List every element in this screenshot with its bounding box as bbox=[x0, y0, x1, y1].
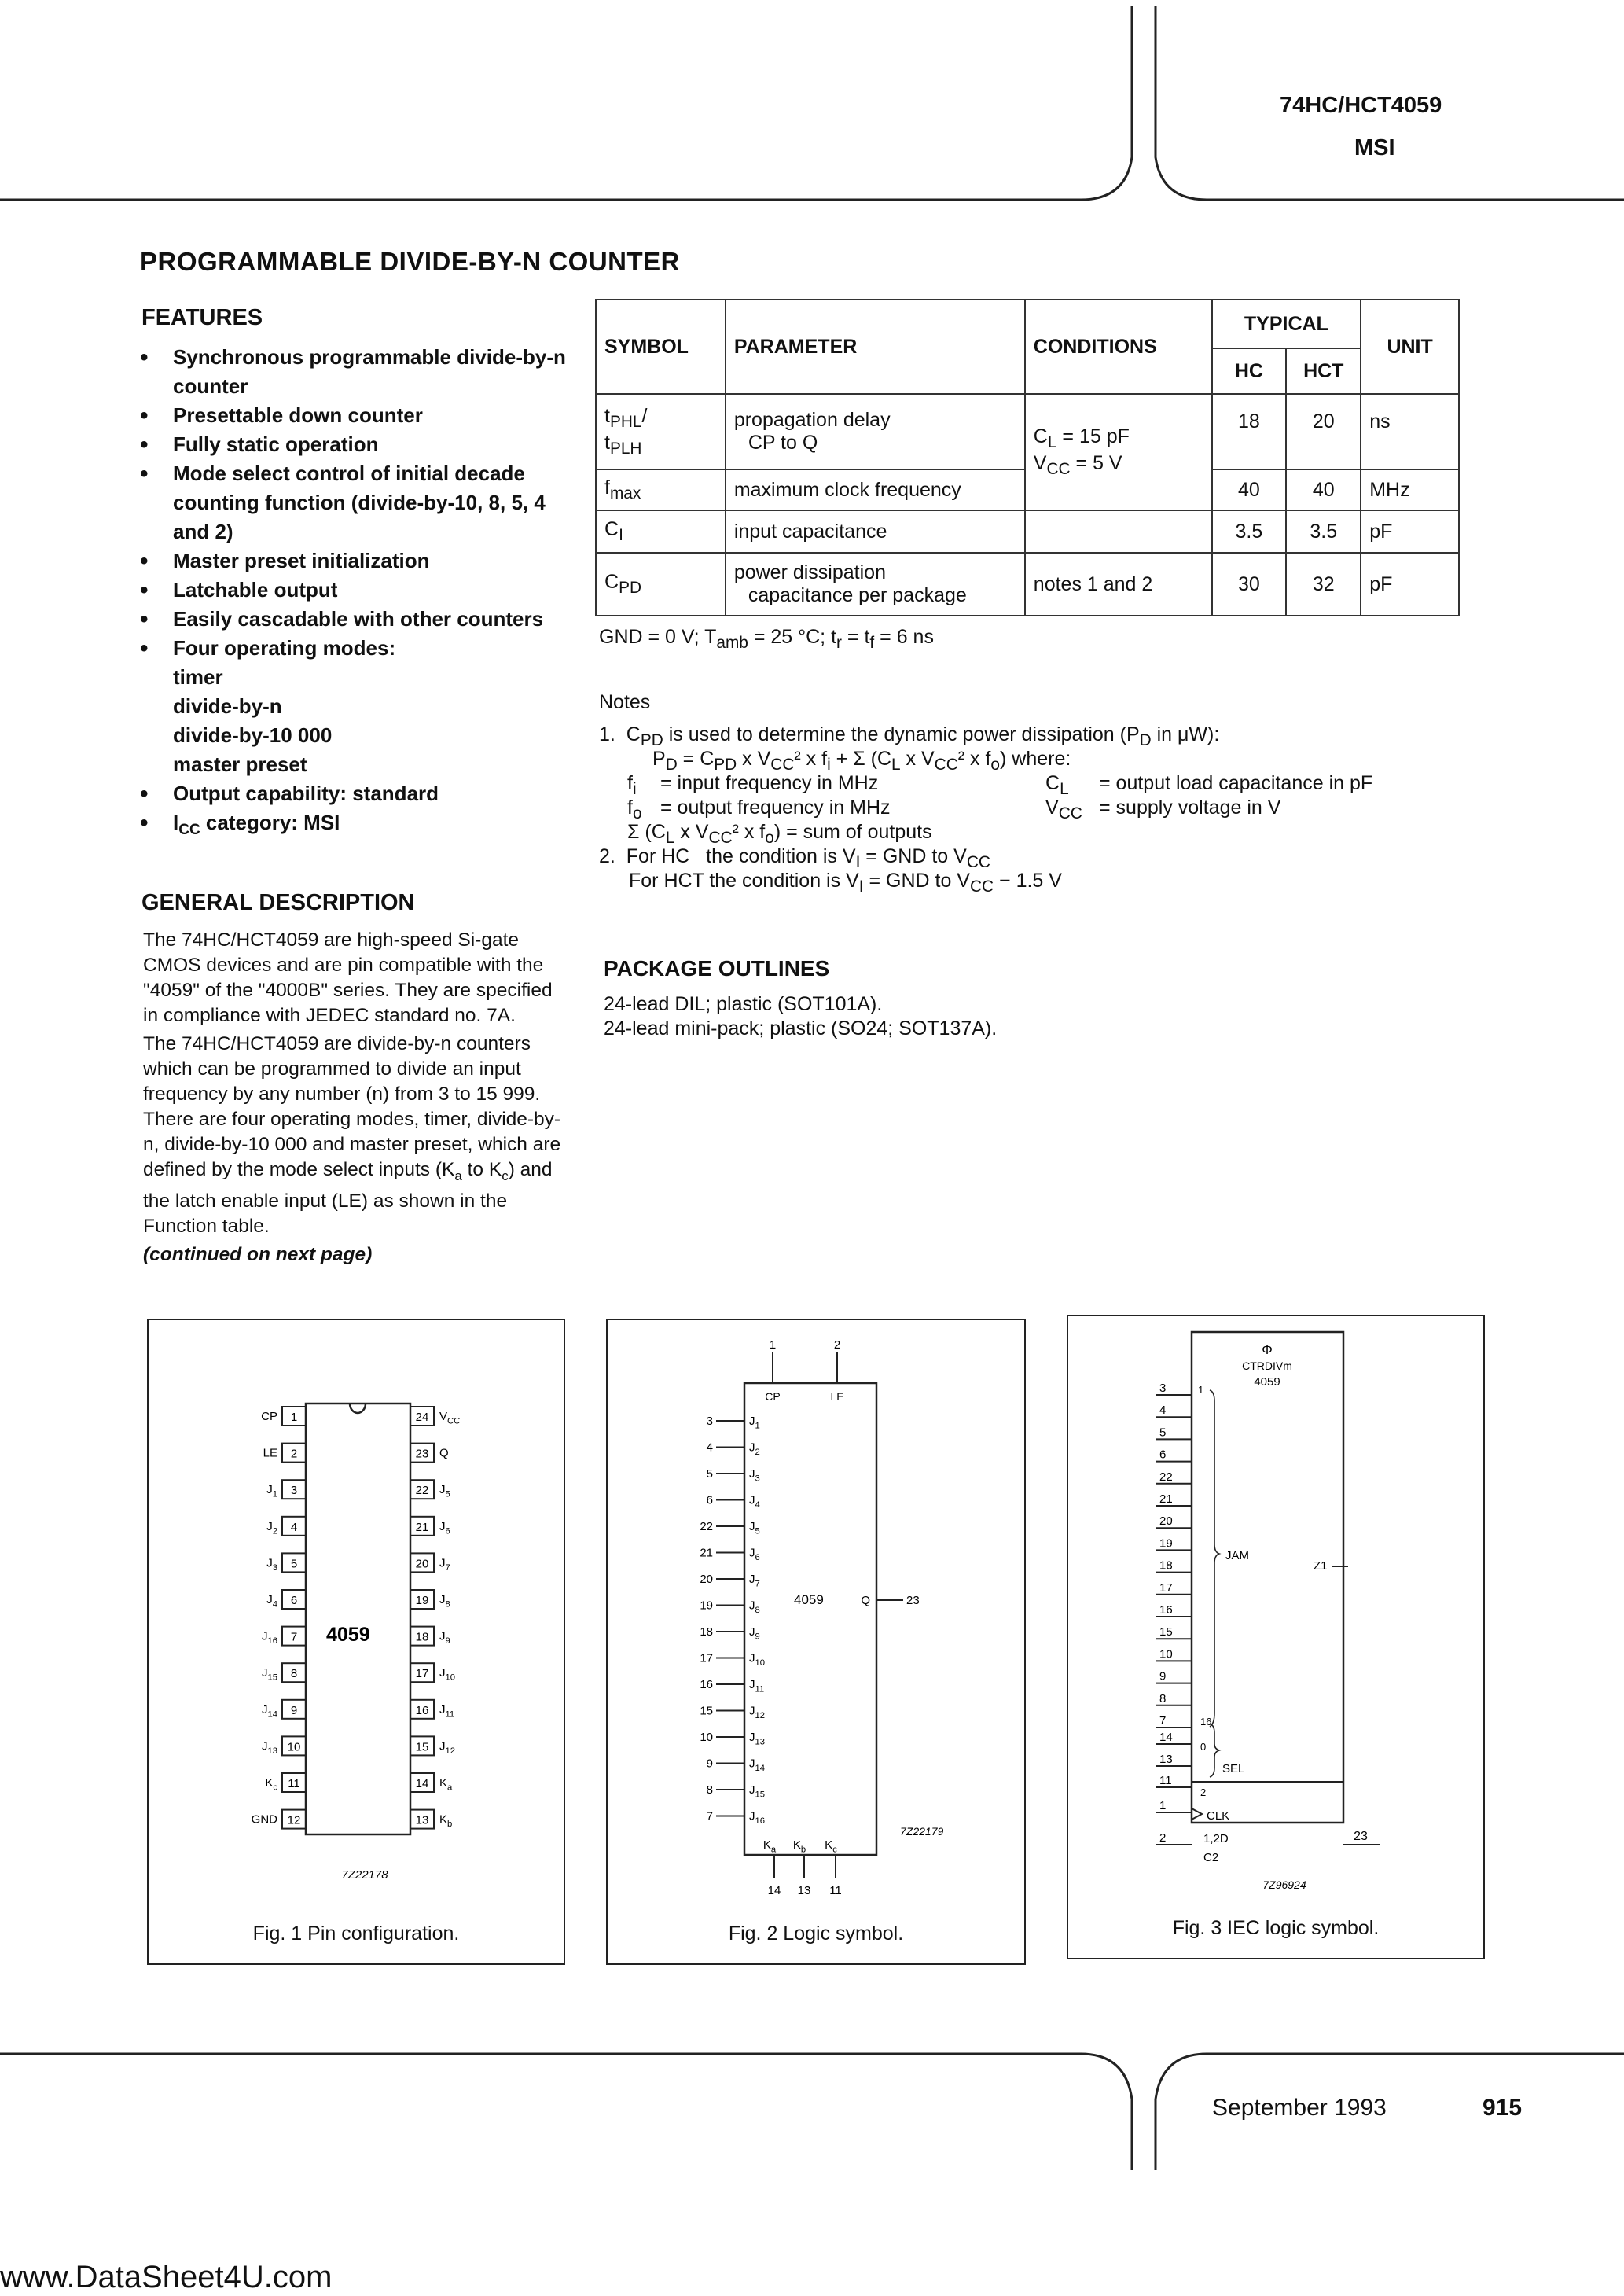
pin-number: 19 bbox=[700, 1599, 713, 1613]
pin-number: 24 bbox=[415, 1411, 429, 1424]
mode-item: timer bbox=[173, 665, 223, 689]
pin-number: 9 bbox=[290, 1703, 298, 1717]
pin-number: 20 bbox=[1159, 1514, 1173, 1529]
description-para-1: The 74HC/HCT4059 are high-speed Si-gate CMOS devices and are pin compatible with the "4059" of the "4000B" series. They are specified in compliance with JEDEC standard no. 7A. bbox=[143, 929, 553, 1026]
part-number: 74HC/HCT4059 bbox=[1280, 93, 1442, 118]
pin-number: 13 bbox=[415, 1813, 429, 1827]
watermark: www.DataSheet4U.com bbox=[0, 2260, 333, 2294]
pin-name: LE bbox=[263, 1446, 277, 1460]
pin-number: 5 bbox=[706, 1467, 713, 1481]
notes-heading: Notes bbox=[599, 691, 651, 713]
pin-number: 16 bbox=[415, 1703, 429, 1717]
index-label: 1 bbox=[1198, 1384, 1204, 1396]
chip-label: 4059 bbox=[794, 1592, 824, 1607]
notes bbox=[599, 690, 1479, 896]
pin-number: 14 bbox=[415, 1777, 429, 1790]
symbol-cell: $C_{PD}$ bbox=[596, 553, 726, 616]
header-conditions: CONDITIONS bbox=[1025, 300, 1212, 394]
feature-item: • Latchable output bbox=[140, 576, 580, 605]
pin-number: 11 bbox=[1159, 1774, 1172, 1787]
package-line: 24-lead DIL; plastic (SOT101A). bbox=[604, 993, 883, 1015]
pin-number: 1 bbox=[1159, 1799, 1167, 1812]
pin-number: 22 bbox=[700, 1520, 713, 1533]
package-heading: PACKAGE OUTLINES bbox=[604, 956, 830, 981]
fig2-frame bbox=[606, 1319, 1026, 1965]
fig1-caption: Fig. 1 Pin configuration. bbox=[252, 1923, 460, 1945]
pin-number: 3 bbox=[290, 1484, 298, 1498]
feature-item: • Synchronous programmable divide-by-n counter bbox=[140, 343, 580, 401]
pin-number: 8 bbox=[290, 1667, 298, 1681]
fig2-caption: Fig. 2 Logic symbol. bbox=[728, 1923, 904, 1945]
unit-cell: MHz bbox=[1361, 469, 1459, 510]
c2-label: C2 bbox=[1203, 1851, 1219, 1864]
pin-number: 8 bbox=[706, 1783, 713, 1797]
pin-name: $J_6$ bbox=[749, 1546, 760, 1562]
mode-item: divide-by-n bbox=[173, 694, 282, 718]
pin-name: $J_{15}$ bbox=[749, 1783, 766, 1800]
conditions-cell bbox=[1025, 510, 1212, 553]
header-symbol: SYMBOL bbox=[596, 300, 726, 394]
note-sum: Σ ($C_L$ x $V_{CC}^2$ x $f_o$) = sum of outputs bbox=[627, 821, 932, 847]
hc-cell: 3.5 bbox=[1212, 510, 1287, 553]
ctr-number: 4059 bbox=[1254, 1375, 1280, 1389]
table-footnote: GND = 0 V; $T_{amb} = 25$ °C; $t_r = t_f = 6$ ns bbox=[599, 626, 934, 652]
header-hc: HC bbox=[1212, 348, 1287, 394]
pin-number: 16 bbox=[1159, 1603, 1173, 1617]
pin-number: 6 bbox=[290, 1594, 298, 1607]
pin-number: 17 bbox=[700, 1651, 713, 1665]
note-1: 1. $C_{PD}$ is used to determine the dynamic power dissipation ($P_D$ in μW): bbox=[599, 723, 1220, 749]
pin-name: $J_9$ bbox=[749, 1625, 760, 1642]
pin-name: $K_b$ bbox=[439, 1812, 453, 1830]
pin-number: 23 bbox=[415, 1447, 429, 1461]
pin-number: 18 bbox=[1159, 1558, 1173, 1573]
pin-name: $J_7$ bbox=[749, 1573, 760, 1589]
continued-note: (continued on next page) bbox=[143, 1243, 373, 1265]
page-title: PROGRAMMABLE DIVIDE-BY-N COUNTER bbox=[140, 247, 681, 276]
pin-number: 6 bbox=[706, 1493, 713, 1507]
pin-name: $J_5$ bbox=[439, 1483, 450, 1499]
description-para-2: The 74HC/HCT4059 are divide-by-n counters which can be programmed to divide an input frequency by any number (n) from 3 to 15 999. There are four operating modes, timer, divide-by-n, divide-by-10 000 and master preset, which are defined by the mode select inputs ($K_a$ to $K_c$) and the latch enable input (LE) as shown in the Function table. bbox=[143, 1033, 561, 1237]
pin-name: $K_a$ bbox=[762, 1838, 777, 1855]
pin-name: $J_{14}$ bbox=[261, 1702, 277, 1720]
pin-number: 11 bbox=[829, 1884, 842, 1897]
feature-item: • Master preset initialization bbox=[140, 546, 580, 576]
feature-item: • Fully static operation bbox=[140, 430, 580, 459]
pin-number: 10 bbox=[700, 1731, 713, 1744]
note-2b: For HCT the condition is $V_I$ = GND to $V_{CC} - 1.5$ V bbox=[629, 870, 1062, 896]
pin-name: $K_b$ bbox=[792, 1838, 806, 1855]
pin-number: 13 bbox=[1159, 1753, 1173, 1766]
feature-item: • Four operating modes: bbox=[140, 634, 580, 663]
hct-cell: 32 bbox=[1286, 553, 1361, 616]
index-label: 2 bbox=[1200, 1786, 1207, 1798]
package-line: 24-lead mini-pack; plastic (SO24; SOT137A). bbox=[604, 1017, 998, 1039]
table-row bbox=[596, 394, 1459, 469]
pin-number: 10 bbox=[1159, 1647, 1173, 1661]
fig1-frame bbox=[147, 1319, 565, 1965]
feature-item: • Easily cascadable with other counters bbox=[140, 605, 580, 634]
pin-name: $J_{10}$ bbox=[439, 1666, 456, 1683]
footer-date: September 1993 bbox=[1212, 2095, 1387, 2121]
pin-name: $J_3$ bbox=[266, 1556, 277, 1573]
note-def-row: $f_i$ = input frequency in MHz $C_L$ = output load capacitance in pF bbox=[627, 772, 1373, 798]
pin-number: 16 bbox=[700, 1678, 713, 1691]
pin-number: 2 bbox=[833, 1338, 841, 1352]
pin-name: $J_2$ bbox=[266, 1519, 277, 1536]
pin-name: $J_{14}$ bbox=[749, 1757, 766, 1773]
pin-number: 22 bbox=[415, 1484, 429, 1498]
unit-cell: ns bbox=[1361, 394, 1459, 469]
pin-name: $J_{16}$ bbox=[261, 1629, 277, 1647]
features-list bbox=[140, 343, 580, 844]
pin-name: $J_7$ bbox=[439, 1556, 450, 1573]
pin-name: $J_9$ bbox=[439, 1629, 450, 1647]
feature-item: • $I_{CC}$ category: MSI bbox=[140, 808, 580, 844]
unit-cell: pF bbox=[1361, 553, 1459, 616]
pin-number: 9 bbox=[706, 1757, 713, 1771]
pin-name: LE bbox=[830, 1390, 844, 1403]
family-label: MSI bbox=[1354, 135, 1395, 160]
pin-number: 1 bbox=[769, 1338, 777, 1352]
pin-name: CP bbox=[765, 1390, 781, 1403]
pin-name: Q bbox=[861, 1594, 870, 1607]
pin-name: $J_1$ bbox=[266, 1483, 277, 1499]
sel-label: SEL bbox=[1222, 1762, 1245, 1775]
pin-number: 5 bbox=[290, 1557, 298, 1571]
features-heading: FEATURES bbox=[141, 305, 263, 330]
pin-number: 3 bbox=[1159, 1382, 1167, 1395]
index-label: 16 bbox=[1200, 1716, 1212, 1728]
pin-name: $J_{16}$ bbox=[749, 1809, 766, 1826]
pin-name: $J_5$ bbox=[749, 1520, 760, 1536]
pin-name: $J_4$ bbox=[266, 1593, 277, 1610]
note-2: 2. For HC the condition is $V_I$ = GND to $V_{CC}$ bbox=[599, 845, 990, 871]
pin-number: 7 bbox=[1159, 1714, 1167, 1728]
pin-number: 6 bbox=[1159, 1448, 1167, 1462]
spec-table bbox=[595, 299, 1460, 616]
pin-name: $K_a$ bbox=[439, 1776, 453, 1793]
pin-number: 17 bbox=[415, 1667, 429, 1681]
note-def-row: $f_o$ = output frequency in MHz $V_{CC}$ = supply voltage in V bbox=[627, 797, 1281, 822]
pin-number: 20 bbox=[700, 1573, 713, 1586]
parameter-cell: maximum clock frequency bbox=[726, 469, 1025, 510]
symbol-cell: $t_{PHL}/$ $t_{PLH}$ bbox=[596, 394, 726, 469]
pin-number: 19 bbox=[415, 1594, 429, 1607]
pin-number: 23 bbox=[906, 1594, 920, 1607]
conditions-cell: notes 1 and 2 bbox=[1025, 553, 1212, 616]
pin-name: $J_{13}$ bbox=[261, 1739, 277, 1756]
parameter-cell: power dissipation capacitance per package bbox=[726, 553, 1025, 616]
hct-cell: 3.5 bbox=[1286, 510, 1361, 553]
phi-symbol: Φ bbox=[1262, 1342, 1273, 1357]
pin-name: $J_{12}$ bbox=[749, 1704, 766, 1720]
jam-label: JAM bbox=[1225, 1549, 1249, 1562]
hct-cell: 40 bbox=[1286, 469, 1361, 510]
pin-name: $J_{12}$ bbox=[439, 1739, 456, 1756]
hc-cell: 18 bbox=[1212, 394, 1287, 469]
pin-number: 14 bbox=[767, 1884, 781, 1897]
pin-number: 20 bbox=[415, 1557, 429, 1571]
pin-name: GND bbox=[251, 1812, 277, 1827]
pin-name: $J_{15}$ bbox=[261, 1666, 277, 1683]
pin-number: 2 bbox=[1159, 1831, 1167, 1845]
page-number: 915 bbox=[1483, 2095, 1523, 2121]
general-description bbox=[143, 928, 564, 1271]
pin-number: 2 bbox=[290, 1447, 298, 1461]
fig3-caption: Fig. 3 IEC logic symbol. bbox=[1172, 1917, 1380, 1939]
parameter-cell: propagation delay CP to Q bbox=[726, 394, 1025, 469]
pin-name: $J_2$ bbox=[749, 1441, 760, 1457]
pin-name: $J_{11}$ bbox=[749, 1678, 765, 1694]
fig3-frame bbox=[1067, 1315, 1485, 1959]
pin-configuration-diagram bbox=[149, 1320, 564, 1918]
pin-number: 15 bbox=[1159, 1625, 1173, 1639]
clk-label: CLK bbox=[1207, 1809, 1230, 1823]
pin-number: 17 bbox=[1159, 1580, 1173, 1595]
pin-name: $J_{11}$ bbox=[439, 1702, 455, 1720]
table-row bbox=[596, 510, 1459, 553]
out-label: 1,2D bbox=[1203, 1832, 1229, 1845]
pin-name: $J_6$ bbox=[439, 1519, 450, 1536]
pin-name: $J_3$ bbox=[749, 1467, 760, 1484]
logic-symbol-diagram bbox=[608, 1320, 1024, 1918]
table-row bbox=[596, 553, 1459, 616]
iec-logic-symbol-diagram bbox=[1068, 1316, 1483, 1914]
pin-number: 4 bbox=[290, 1520, 298, 1534]
pin-number: 7 bbox=[290, 1630, 298, 1644]
mode-item: divide-by-10 000 bbox=[173, 723, 333, 747]
pin-number: 13 bbox=[797, 1884, 811, 1897]
out-pin-number: 23 bbox=[1354, 1830, 1368, 1843]
package-outlines bbox=[604, 992, 997, 1041]
pin-name: Q bbox=[439, 1446, 449, 1460]
mode-item: master preset bbox=[173, 752, 307, 776]
pin-number: 21 bbox=[1159, 1492, 1173, 1506]
pin-number: 18 bbox=[415, 1630, 429, 1644]
pin-number: 9 bbox=[1159, 1669, 1167, 1683]
pin-number: 18 bbox=[700, 1625, 713, 1639]
pin-number: 22 bbox=[1159, 1470, 1173, 1484]
z1-label: Z1 bbox=[1314, 1559, 1328, 1573]
header-parameter: PARAMETER bbox=[726, 300, 1025, 394]
pin-number: 12 bbox=[287, 1813, 301, 1827]
index-label: 0 bbox=[1200, 1741, 1207, 1753]
figure-code: 7Z96924 bbox=[1262, 1878, 1306, 1891]
pin-name: CP bbox=[261, 1410, 277, 1423]
pin-number: 15 bbox=[415, 1740, 429, 1754]
pin-name: $J_4$ bbox=[749, 1493, 760, 1510]
pin-number: 4 bbox=[1159, 1404, 1167, 1418]
pin-name: $J_8$ bbox=[439, 1593, 450, 1610]
pin-name: $K_c$ bbox=[825, 1838, 837, 1855]
feature-item: • Presettable down counter bbox=[140, 401, 580, 430]
hc-cell: 30 bbox=[1212, 553, 1287, 616]
pin-number: 8 bbox=[1159, 1691, 1167, 1705]
hct-cell: 20 bbox=[1286, 394, 1361, 469]
parameter-cell: input capacitance bbox=[726, 510, 1025, 553]
header-hct: HCT bbox=[1286, 348, 1361, 394]
pin-name: $K_c$ bbox=[265, 1776, 277, 1793]
hc-cell: 40 bbox=[1212, 469, 1287, 510]
header-typical: TYPICAL bbox=[1212, 300, 1361, 348]
feature-item: • Mode select control of initial decade counting function (divide-by-10, 8, 5, 4 and 2) bbox=[140, 459, 580, 546]
pin-name: $J_{13}$ bbox=[749, 1731, 766, 1747]
pin-number: 3 bbox=[706, 1415, 713, 1428]
pin-number: 5 bbox=[1159, 1426, 1167, 1440]
conditions-cell: $C_L = 15$ pF $V_{CC} = 5$ V bbox=[1025, 394, 1212, 510]
pin-number: 7 bbox=[706, 1809, 713, 1823]
pin-number: 15 bbox=[700, 1704, 713, 1718]
figure-code: 7Z22179 bbox=[900, 1825, 944, 1838]
pin-name: $J_{10}$ bbox=[749, 1651, 766, 1668]
chip-label: 4059 bbox=[326, 1624, 370, 1646]
general-description-heading: GENERAL DESCRIPTION bbox=[141, 890, 415, 915]
pin-number: 1 bbox=[290, 1411, 298, 1424]
pin-name: $J_1$ bbox=[749, 1415, 760, 1431]
figure-code: 7Z22178 bbox=[341, 1868, 388, 1882]
pin-number: 21 bbox=[415, 1520, 429, 1534]
pin-number: 21 bbox=[700, 1546, 713, 1560]
ctr-title: CTRDIVm bbox=[1242, 1360, 1292, 1372]
pin-number: 19 bbox=[1159, 1536, 1173, 1551]
header-unit: UNIT bbox=[1361, 300, 1459, 394]
feature-item: • Output capability: standard bbox=[140, 779, 580, 808]
pin-number: 14 bbox=[1159, 1731, 1173, 1744]
symbol-cell: $C_I$ bbox=[596, 510, 726, 553]
pin-number: 10 bbox=[287, 1740, 301, 1754]
symbol-cell: $f_{max}$ bbox=[596, 469, 726, 510]
pin-number: 11 bbox=[288, 1777, 300, 1790]
unit-cell: pF bbox=[1361, 510, 1459, 553]
pin-name: $J_8$ bbox=[749, 1599, 760, 1615]
pin-name: $V_{CC}$ bbox=[439, 1410, 461, 1426]
note-formula: $P_D = C_{PD}$ x $V_{CC}^2$ x $f_i + \Sigma$ ($C_L$ x $V_{CC}^2$ x $f_o$) where: bbox=[652, 748, 1071, 774]
pin-number: 4 bbox=[706, 1441, 713, 1455]
